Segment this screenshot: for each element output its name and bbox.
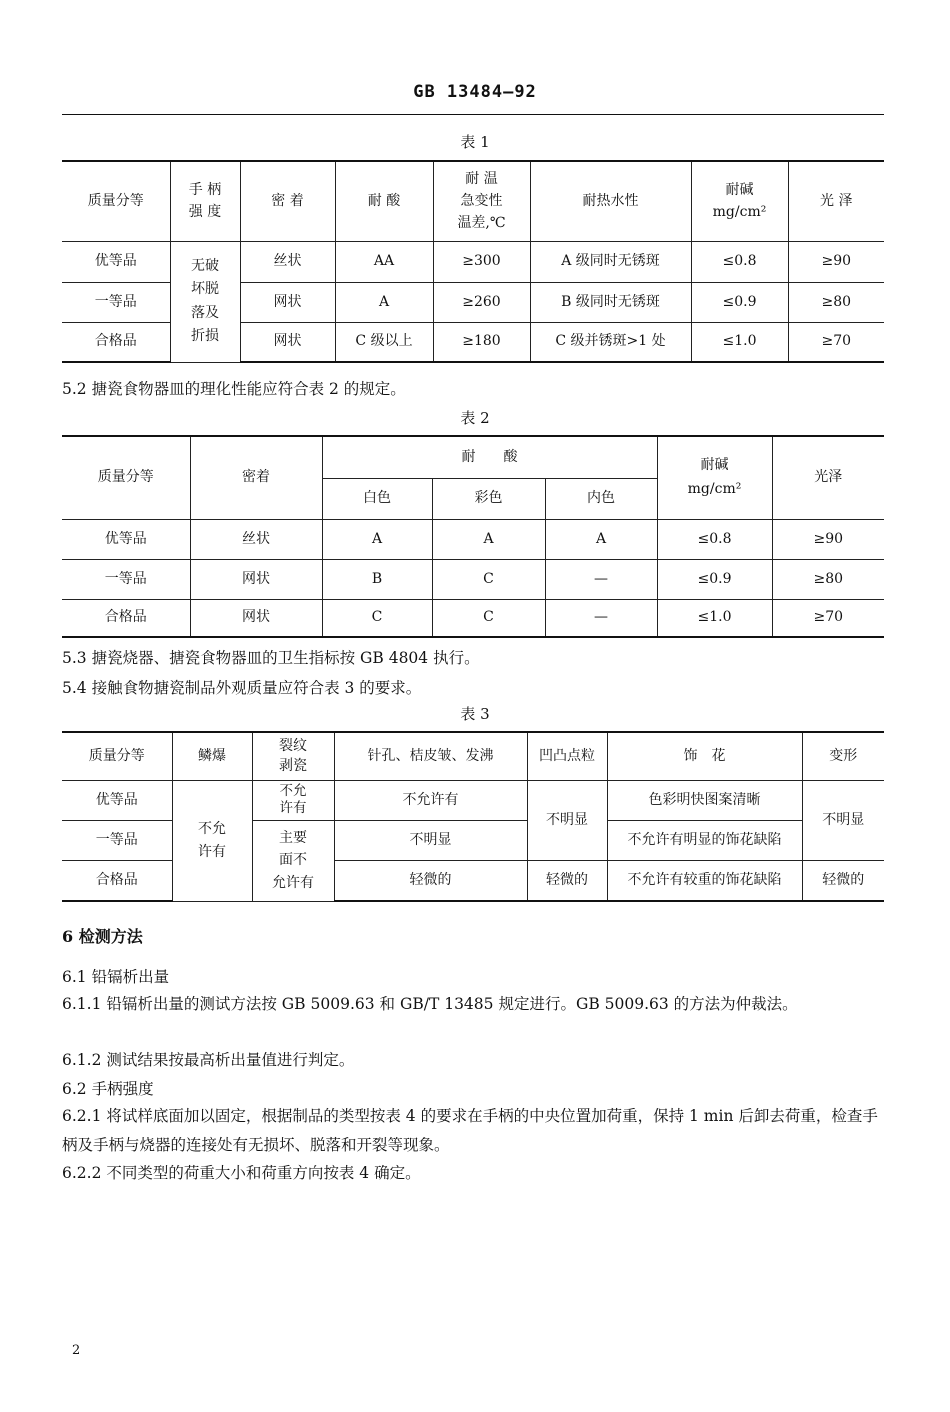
t3-header: 饰 花 (607, 732, 802, 780)
t1-cell: 合格品 (62, 322, 170, 362)
t2-acid-color: 彩色 (432, 478, 545, 519)
t2-cell: 丝状 (190, 519, 322, 559)
t1-header: 密 着 (240, 161, 335, 241)
t2-acid-white: 白色 (322, 478, 432, 519)
t1-cell: A (335, 282, 433, 322)
t2-gloss-header: 光泽 (772, 436, 884, 519)
table-3 (62, 731, 884, 902)
document-code: GB 13484—92 (413, 82, 537, 102)
t1-cell: B 级同时无锈斑 (530, 282, 691, 322)
t2-cell: — (545, 599, 657, 637)
page-number: 2 (72, 1343, 81, 1358)
t1-header: 质量分等 (62, 161, 170, 241)
t2-grade-header: 质量分等 (62, 436, 190, 519)
t2-alkali-header: 耐碱 mg/cm² (657, 436, 772, 519)
section-6-title: 6 检测方法 (62, 927, 143, 946)
table1-caption: 表 1 (460, 133, 490, 151)
t1-cell: ≥70 (788, 322, 884, 362)
t1-cell: 网状 (240, 322, 335, 362)
t1-cell: ≥180 (433, 322, 530, 362)
t1-cell: C 级并锈斑>1 处 (530, 322, 691, 362)
t2-cell: A (545, 519, 657, 559)
t3-decor: 不允许有明显的饰花缺陷 (607, 820, 802, 860)
t1-header: 耐碱 mg/cm² (691, 161, 788, 241)
para-5-4: 5.4 接触食物搪瓷制品外观质量应符合表 3 的要求。 (62, 679, 422, 697)
t2-cell: 一等品 (62, 559, 190, 599)
t3-header: 凹凸点粒 (527, 732, 607, 780)
t2-cell: ≥70 (772, 599, 884, 637)
t3-decor: 色彩明快图案清晰 (607, 780, 802, 820)
para-6-2-1: 6.2.1 将试样底面加以固定，根据制品的类型按表 4 的要求在手柄的中央位置加荷重，保持 1 min 后卸去荷重，检查手柄及手柄与烧器的连接处有无损坏、脱落和开裂等现象。 (62, 1107, 878, 1155)
table3-caption: 表 3 (460, 705, 490, 723)
table-2 (62, 435, 884, 638)
t3-grade: 一等品 (62, 820, 172, 860)
t3-scale-merged: 不允 许有 (172, 780, 252, 901)
t1-header: 耐 温 急变性 温差,℃ (433, 161, 530, 241)
t3-grade: 合格品 (62, 860, 172, 901)
t1-cell: ≤0.9 (691, 282, 788, 322)
t1-header: 耐热水性 (530, 161, 691, 241)
t2-cell: 优等品 (62, 519, 190, 559)
t1-cell: 一等品 (62, 282, 170, 322)
t3-crack-r1: 不允 许有 (252, 780, 334, 820)
t2-cell: C (432, 599, 545, 637)
t1-header: 手 柄 强 度 (170, 161, 240, 241)
para-6-1-1: 6.1.1 铅镉析出量的测试方法按 GB 5009.63 和 GB/T 13485 规定进行。GB 5009.63 的方法为仲裁法。 (62, 995, 798, 1013)
table-row (62, 241, 884, 282)
t2-cell: — (545, 559, 657, 599)
t2-cell: C (322, 599, 432, 637)
t3-header: 鳞爆 (172, 732, 252, 780)
t3-pinhole: 不明显 (334, 820, 527, 860)
t3-decor: 不允许有较重的饰花缺陷 (607, 860, 802, 901)
t2-cell: 网状 (190, 559, 322, 599)
t1-cell: ≤1.0 (691, 322, 788, 362)
t1-cell: 优等品 (62, 241, 170, 282)
t1-cell: ≤0.8 (691, 241, 788, 282)
t1-cell: A 级同时无锈斑 (530, 241, 691, 282)
t3-crack-r23: 主要 面不 允许有 (252, 820, 334, 901)
t2-cell: ≤0.9 (657, 559, 772, 599)
para-6-2: 6.2 手柄强度 (62, 1080, 154, 1098)
para-6-1: 6.1 铅镉析出量 (62, 968, 170, 986)
t2-adhesion-header: 密着 (190, 436, 322, 519)
table-row (62, 559, 884, 599)
t1-cell: ≥90 (788, 241, 884, 282)
t2-cell: 网状 (190, 599, 322, 637)
para-6-2-2: 6.2.2 不同类型的荷重大小和荷重方向按表 4 确定。 (62, 1164, 421, 1182)
t3-pinhole: 不允许有 (334, 780, 527, 820)
t1-handle-merged: 无破 坏脱 落及 折损 (170, 241, 240, 362)
table-row (62, 599, 884, 637)
para-6-1-2: 6.1.2 测试结果按最高析出量值进行判定。 (62, 1051, 355, 1069)
t3-bump-r3: 轻微的 (527, 860, 607, 901)
table-1 (62, 160, 884, 363)
t2-cell: ≤0.8 (657, 519, 772, 559)
t2-cell: ≥90 (772, 519, 884, 559)
table-row (62, 519, 884, 559)
t3-header: 质量分等 (62, 732, 172, 780)
table-row (62, 780, 884, 820)
t3-header: 变形 (802, 732, 884, 780)
t2-cell: A (432, 519, 545, 559)
t1-cell: 网状 (240, 282, 335, 322)
table2-caption: 表 2 (460, 409, 490, 427)
t1-cell: C 级以上 (335, 322, 433, 362)
t3-deform-r3: 轻微的 (802, 860, 884, 901)
t2-cell: B (322, 559, 432, 599)
t1-cell: ≥300 (433, 241, 530, 282)
t2-cell: A (322, 519, 432, 559)
t1-cell: ≥260 (433, 282, 530, 322)
t1-cell: ≥80 (788, 282, 884, 322)
t2-cell: 合格品 (62, 599, 190, 637)
t1-header: 耐 酸 (335, 161, 433, 241)
t3-bump-r12: 不明显 (527, 780, 607, 860)
t3-deform-r12: 不明显 (802, 780, 884, 860)
t1-cell: AA (335, 241, 433, 282)
t2-cell: ≤1.0 (657, 599, 772, 637)
t3-grade: 优等品 (62, 780, 172, 820)
t1-cell: 丝状 (240, 241, 335, 282)
t3-header: 裂纹 剥瓷 (252, 732, 334, 780)
t2-acid-header: 耐 酸 (322, 436, 657, 478)
para-5-3: 5.3 搪瓷烧器、搪瓷食物器皿的卫生指标按 GB 4804 执行。 (62, 649, 480, 667)
t2-cell: C (432, 559, 545, 599)
t3-header: 针孔、桔皮皱、发沸 (334, 732, 527, 780)
t2-cell: ≥80 (772, 559, 884, 599)
t3-pinhole: 轻微的 (334, 860, 527, 901)
header-rule (62, 114, 884, 115)
t2-acid-inner: 内色 (545, 478, 657, 519)
t1-header: 光 泽 (788, 161, 884, 241)
para-5-2: 5.2 搪瓷食物器皿的理化性能应符合表 2 的规定。 (62, 380, 406, 398)
